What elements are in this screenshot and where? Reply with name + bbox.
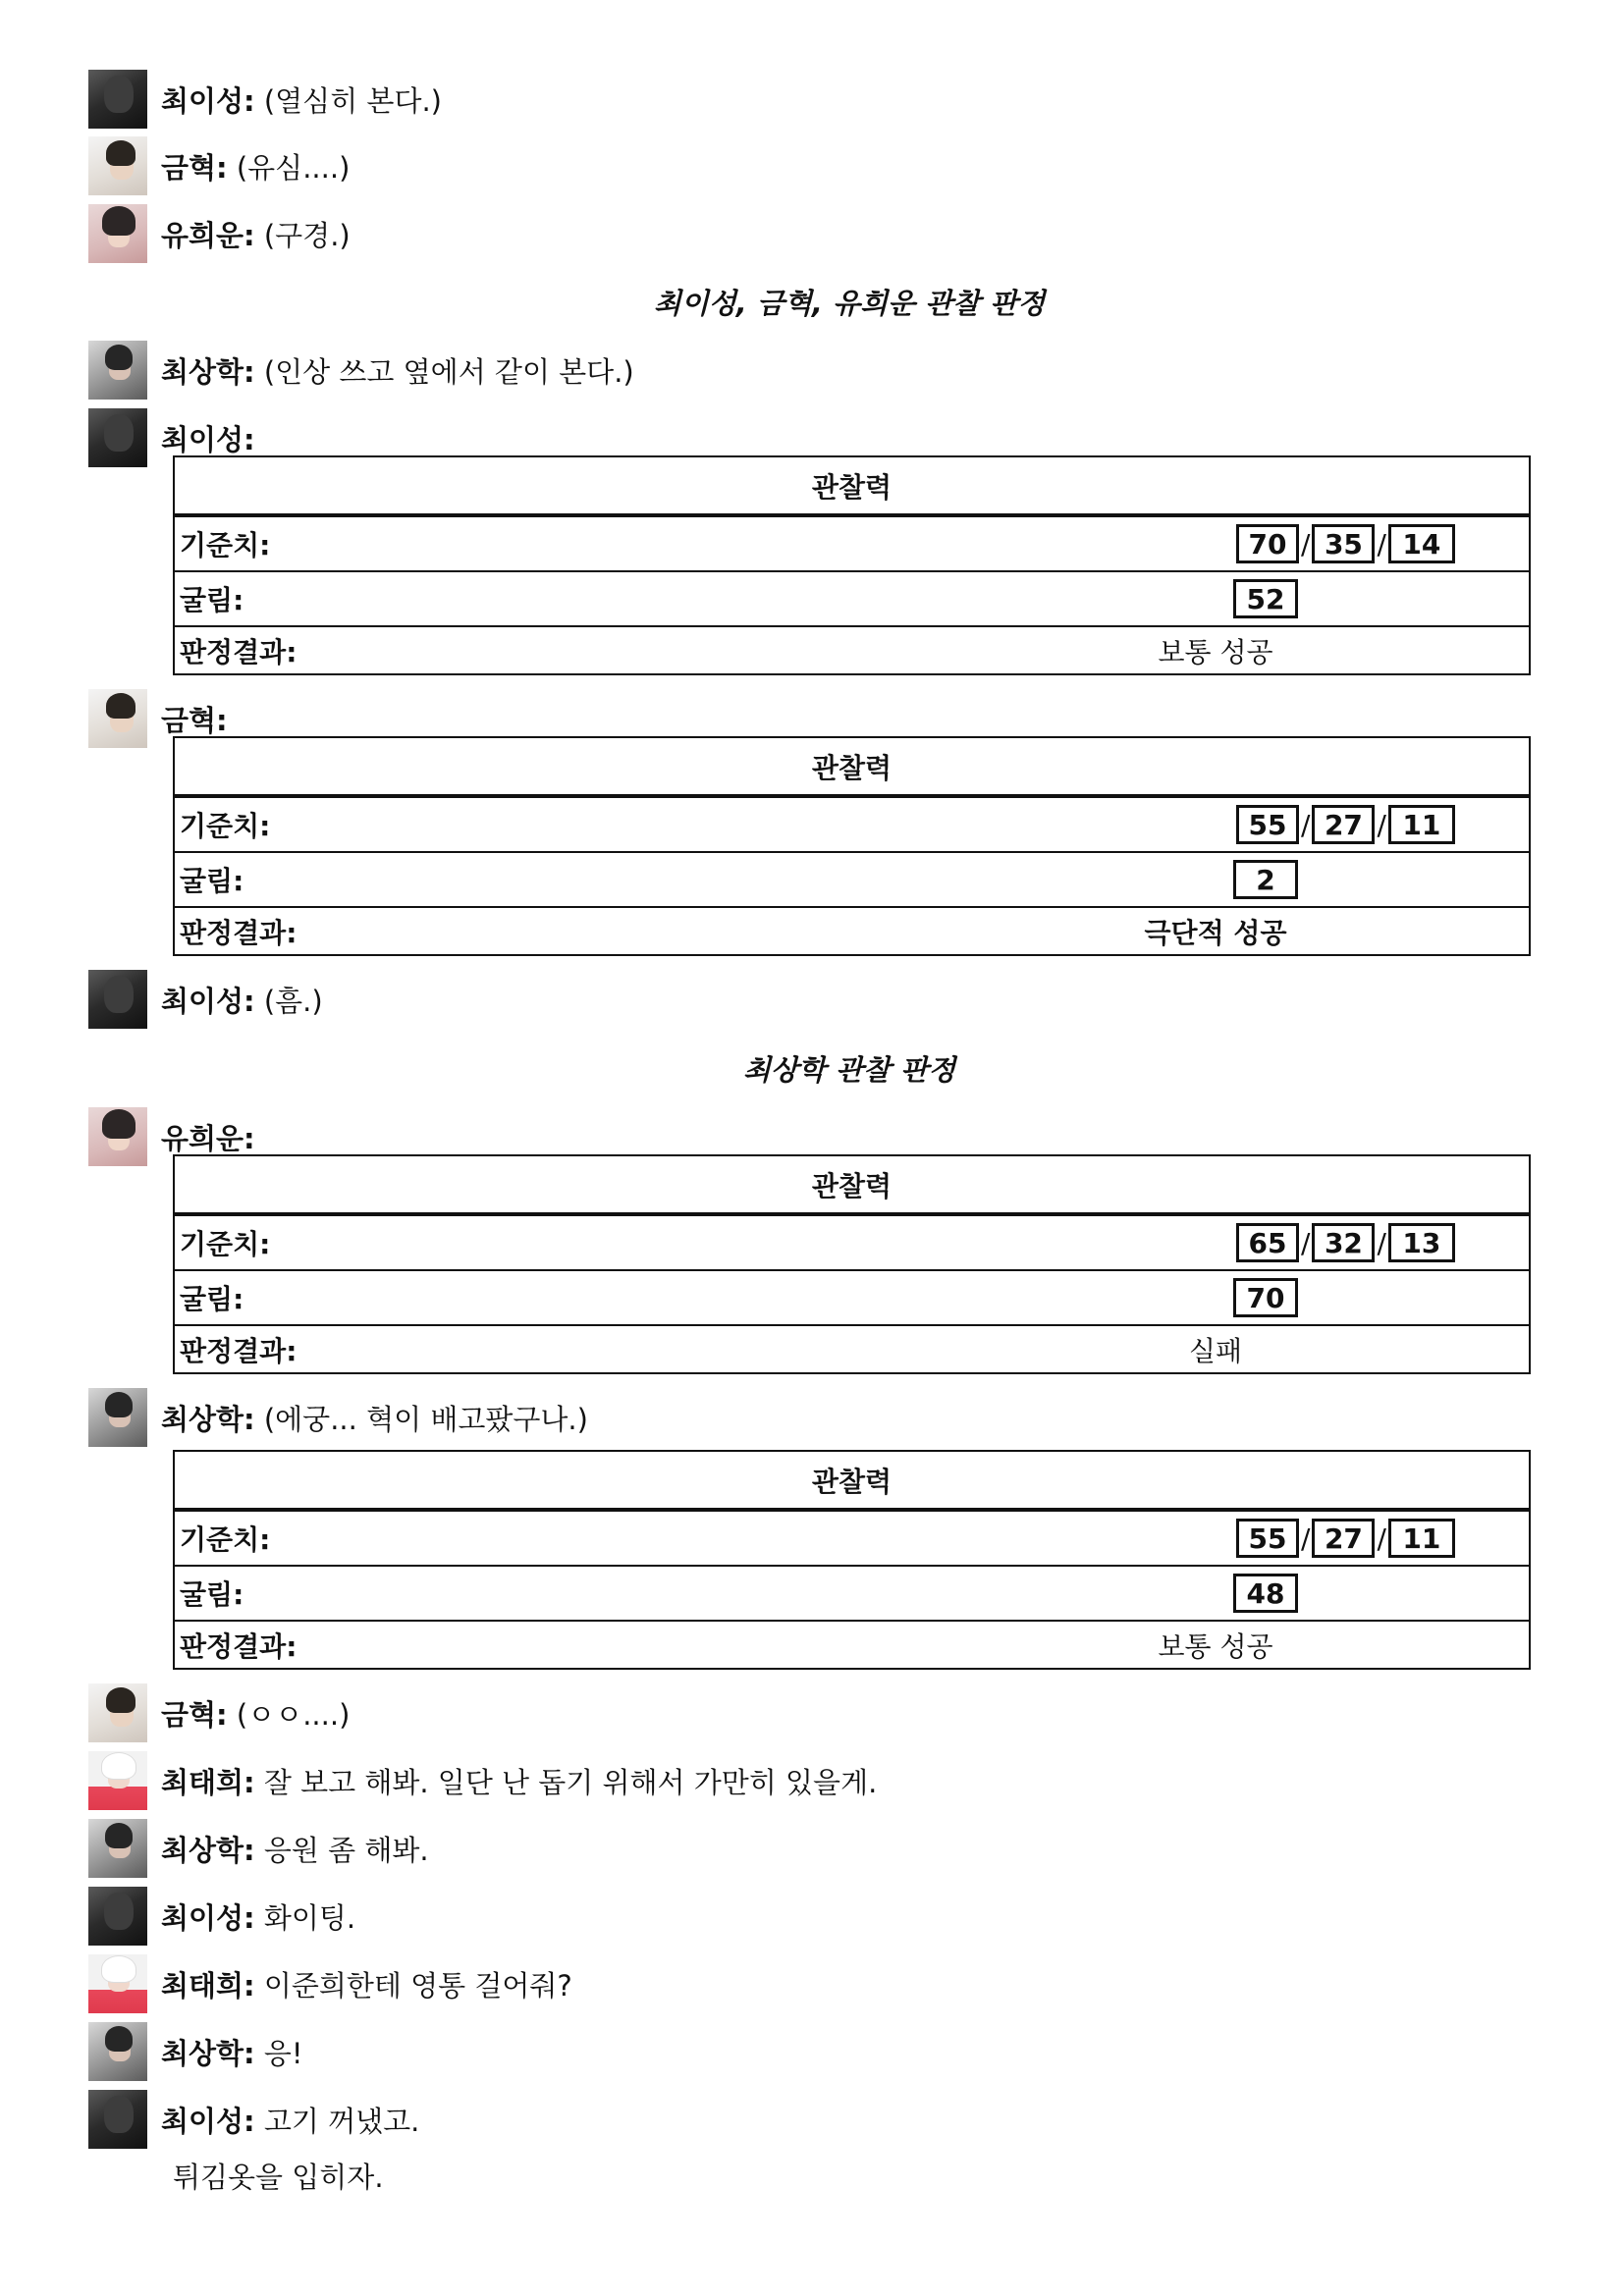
- slash-divider: /: [1301, 808, 1311, 841]
- avatar: [88, 689, 147, 748]
- speaker-name: 금혁:: [161, 150, 228, 185]
- check-table: [173, 1154, 1531, 1374]
- message-line: [161, 1829, 429, 1869]
- avatar: [88, 1819, 147, 1878]
- check-title: 관찰력: [175, 738, 1529, 798]
- message-row: [88, 1751, 877, 1810]
- slash-divider: /: [1377, 1522, 1386, 1555]
- message-line: [161, 1693, 350, 1734]
- threshold-hard: 27: [1312, 1519, 1375, 1558]
- roll-label: 굴림:: [180, 584, 244, 616]
- threshold-regular: 70: [1236, 524, 1299, 563]
- avatar: [88, 408, 147, 467]
- message-line: [161, 2100, 419, 2140]
- threshold-regular: 55: [1236, 1519, 1299, 1558]
- roll-value: 2: [1233, 860, 1298, 899]
- threshold-label: 기준치:: [180, 1228, 271, 1260]
- avatar: [88, 1887, 147, 1946]
- speaker-name: 최상학:: [161, 1402, 255, 1436]
- threshold-extreme: 11: [1388, 805, 1455, 844]
- avatar: [88, 204, 147, 263]
- message-text: 화이팅.: [263, 1900, 356, 1935]
- threshold-values: [1236, 524, 1455, 563]
- result-label: 판정결과:: [180, 1629, 298, 1663]
- message-line: [161, 1964, 572, 2004]
- avatar: [88, 1954, 147, 2013]
- check-table: [173, 1450, 1531, 1670]
- speaker-name: 최상학:: [161, 2036, 255, 2070]
- threshold-label: 기준치:: [180, 529, 271, 561]
- result-row: [175, 1326, 1529, 1372]
- avatar: [88, 136, 147, 195]
- threshold-hard: 35: [1312, 524, 1375, 563]
- message-line: [161, 1896, 355, 1937]
- slash-divider: /: [1377, 808, 1386, 841]
- speaker-name: 최이성:: [161, 984, 255, 1018]
- result-value: 실패: [1188, 1334, 1243, 1367]
- avatar: [88, 970, 147, 1029]
- message-line: [161, 1761, 877, 1801]
- roll-row: [175, 572, 1529, 627]
- message-text: (흠.): [263, 984, 323, 1018]
- roll-label: 굴림:: [180, 1283, 244, 1315]
- message-row: [88, 70, 442, 129]
- result-row: [175, 1622, 1529, 1668]
- result-value: 보통 성공: [1158, 635, 1273, 668]
- threshold-row: [175, 517, 1529, 572]
- roll-row: [175, 853, 1529, 908]
- threshold-row: [175, 798, 1529, 853]
- threshold-values: [1236, 1223, 1455, 1262]
- section-heading: 최상학 관찰 판정: [742, 1053, 956, 1087]
- message-row: [88, 1819, 429, 1878]
- threshold-label: 기준치:: [180, 810, 271, 842]
- roll-value: 52: [1233, 579, 1298, 618]
- message-row: [88, 2022, 303, 2081]
- avatar: [88, 70, 147, 129]
- message-row: [88, 970, 323, 1029]
- message-text: (에궁... 혁이 배고팠구나.): [263, 1402, 588, 1436]
- roll-row: [175, 1271, 1529, 1326]
- check-title: 관찰력: [175, 1452, 1529, 1512]
- slash-divider: /: [1377, 527, 1386, 561]
- threshold-label: 기준치:: [180, 1523, 271, 1556]
- speaker-name: 최태희:: [161, 1765, 255, 1799]
- message-text: 이준희한테 영통 걸어줘?: [263, 1968, 572, 2002]
- speaker-name: 최이성:: [161, 83, 255, 118]
- message-row: [88, 1887, 355, 1946]
- avatar: [88, 1107, 147, 1166]
- message-line: [161, 350, 634, 391]
- speaker-name: 최이성:: [161, 422, 255, 456]
- slash-divider: /: [1301, 1522, 1311, 1555]
- threshold-hard: 32: [1312, 1223, 1375, 1262]
- slash-divider: /: [1301, 527, 1311, 561]
- message-line: [161, 2032, 303, 2072]
- result-row: [175, 627, 1529, 673]
- roll-label: 굴림:: [180, 865, 244, 897]
- message-line: [161, 418, 255, 458]
- threshold-hard: 27: [1312, 805, 1375, 844]
- avatar: [88, 1751, 147, 1810]
- threshold-row: [175, 1512, 1529, 1567]
- speaker-name: 최이성:: [161, 1900, 255, 1935]
- message-text: 잘 보고 해봐. 일단 난 돕기 위해서 가만히 있을게.: [263, 1765, 878, 1799]
- avatar: [88, 2090, 147, 2149]
- roll-value: 48: [1233, 1574, 1298, 1613]
- speaker-name: 최상학:: [161, 1833, 255, 1867]
- message-row: [88, 1388, 588, 1447]
- avatar: [88, 1388, 147, 1447]
- message-text: (구경.): [263, 218, 351, 252]
- result-label: 판정결과:: [180, 916, 298, 949]
- message-text: (유심....): [236, 150, 351, 185]
- message-line: [161, 699, 228, 739]
- check-table: [173, 736, 1531, 956]
- threshold-extreme: 14: [1388, 524, 1455, 563]
- speaker-name: 최상학:: [161, 354, 255, 389]
- message-text: 응원 좀 해봐.: [263, 1833, 429, 1867]
- result-label: 판정결과:: [180, 1334, 298, 1367]
- message-row: [88, 2090, 419, 2149]
- speaker-name: 최이성:: [161, 2104, 255, 2138]
- avatar: [88, 1683, 147, 1742]
- result-value: 극단적 성공: [1144, 916, 1287, 949]
- result-row: [175, 908, 1529, 954]
- check-table: [173, 455, 1531, 675]
- avatar: [88, 2022, 147, 2081]
- message-row: [88, 1954, 572, 2013]
- speaker-name: 금혁:: [161, 1697, 228, 1732]
- threshold-regular: 65: [1236, 1223, 1299, 1262]
- message-text: 응!: [263, 2036, 303, 2070]
- check-title: 관찰력: [175, 1156, 1529, 1216]
- message-row: [88, 204, 351, 263]
- message-text: (ㅇㅇ....): [236, 1697, 351, 1732]
- threshold-row: [175, 1216, 1529, 1271]
- result-value: 보통 성공: [1158, 1629, 1273, 1663]
- message-row: [88, 1683, 350, 1742]
- threshold-regular: 55: [1236, 805, 1299, 844]
- threshold-extreme: 11: [1388, 1519, 1455, 1558]
- roll-value: 70: [1233, 1278, 1298, 1317]
- message-text: (열심히 본다.): [263, 83, 442, 118]
- speaker-name: 유희운:: [161, 1121, 255, 1155]
- result-label: 판정결과:: [180, 635, 298, 668]
- check-title: 관찰력: [175, 457, 1529, 517]
- speaker-name: 유희운:: [161, 218, 255, 252]
- message-line: [161, 980, 323, 1020]
- message-line: [161, 1398, 588, 1438]
- roll-row: [175, 1567, 1529, 1622]
- threshold-extreme: 13: [1388, 1223, 1455, 1262]
- message-row: [88, 136, 350, 195]
- slash-divider: /: [1377, 1226, 1386, 1259]
- slash-divider: /: [1301, 1226, 1311, 1259]
- message-line: [161, 80, 442, 120]
- speaker-name: 금혁:: [161, 703, 228, 737]
- speaker-name: 최태희:: [161, 1968, 255, 2002]
- message-line: [161, 1117, 255, 1157]
- message-continuation: 튀김옷을 입히자.: [173, 2161, 384, 2194]
- message-row: [88, 341, 634, 400]
- avatar: [88, 341, 147, 400]
- roll-label: 굴림:: [180, 1578, 244, 1611]
- threshold-values: [1236, 805, 1455, 844]
- message-text: (인상 쓰고 옆에서 같이 본다.): [263, 354, 634, 389]
- message-text: 고기 꺼냈고.: [263, 2104, 420, 2138]
- section-heading: 최이성, 금혁, 유희운 관찰 판정: [653, 287, 1046, 320]
- threshold-values: [1236, 1519, 1455, 1558]
- message-line: [161, 214, 351, 254]
- message-line: [161, 146, 350, 187]
